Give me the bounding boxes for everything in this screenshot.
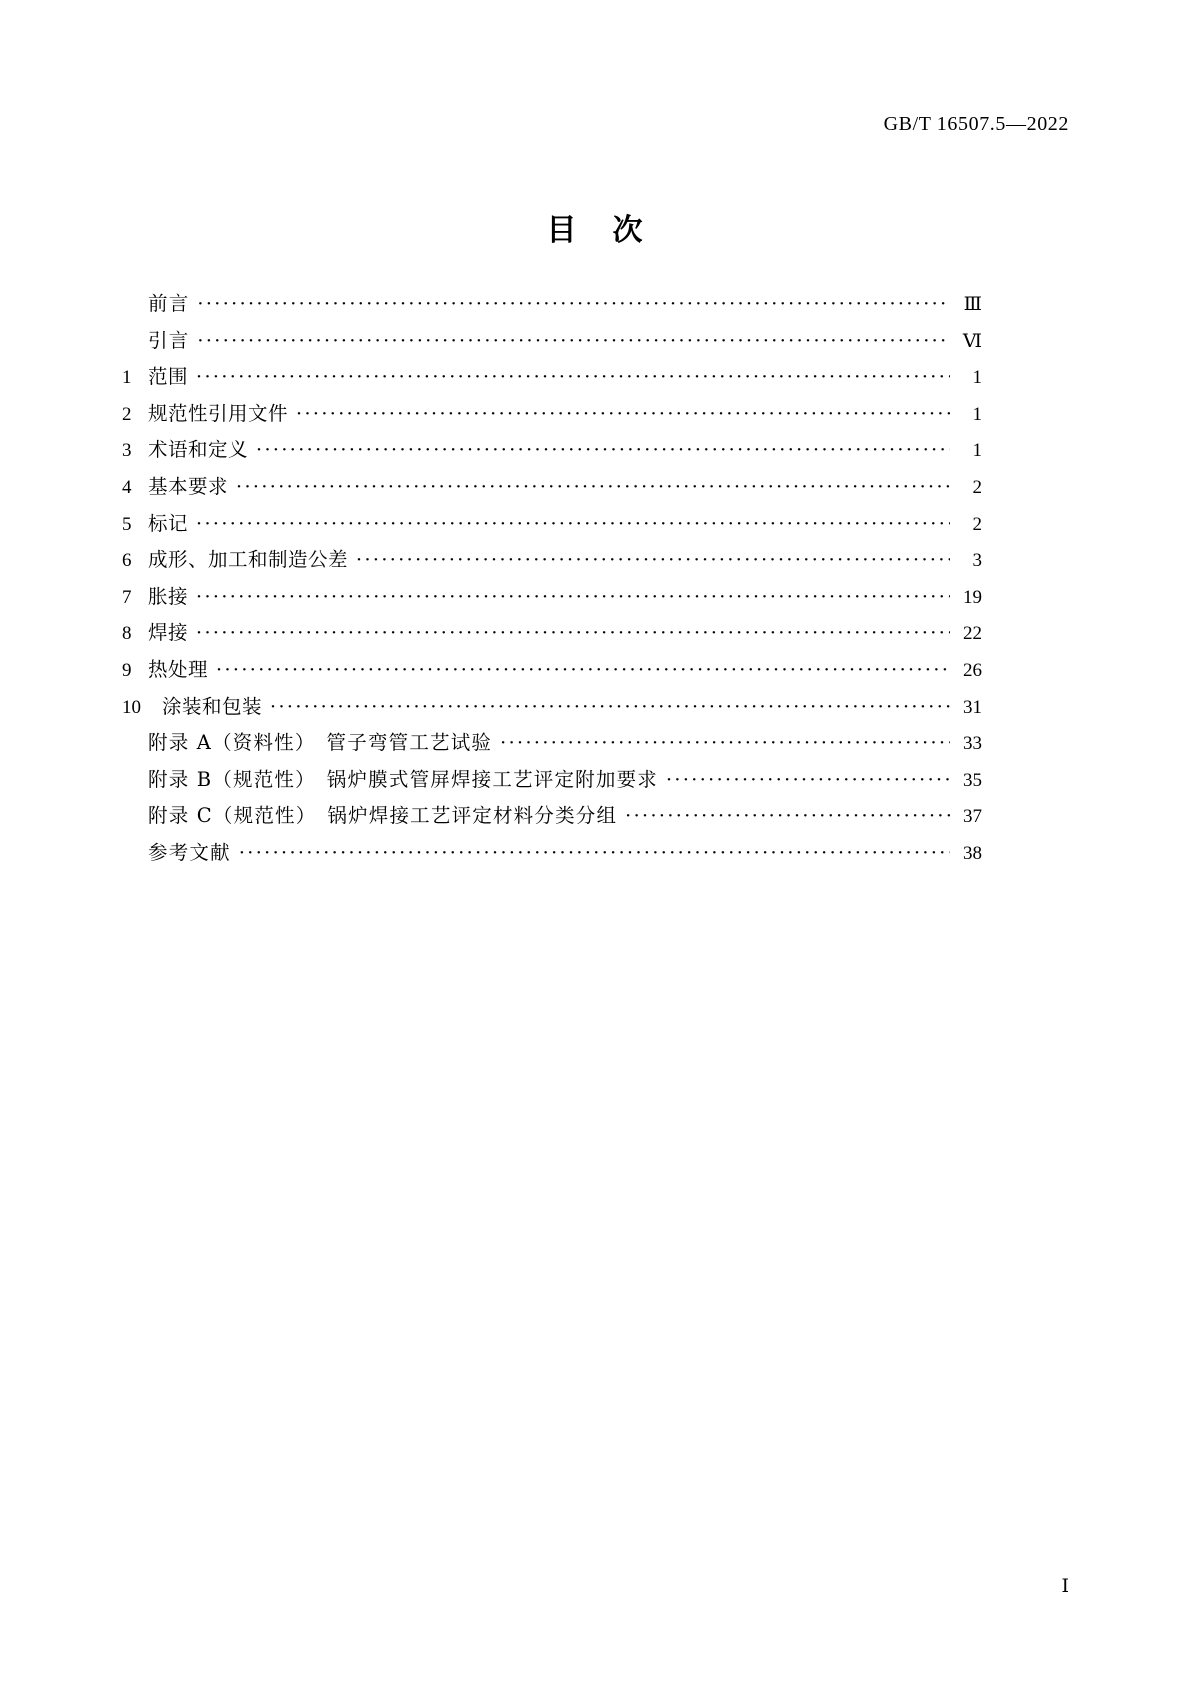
toc-entry[interactable] <box>122 840 982 880</box>
toc-leader-dots <box>666 771 950 790</box>
toc-entry-label: 附录 C（规范性） 锅炉焊接工艺评定材料分类分组 <box>148 804 618 828</box>
toc-leader-dots <box>256 441 950 460</box>
toc-entry-page-number: 2 <box>972 476 982 498</box>
toc-entry-number: 6 <box>122 550 132 572</box>
toc-leader-dots <box>239 844 950 863</box>
toc-entry[interactable] <box>122 584 982 624</box>
toc-entry[interactable] <box>122 294 982 331</box>
toc-entry[interactable] <box>122 401 982 441</box>
table-of-contents <box>122 294 982 880</box>
toc-entry-page-number: Ⅵ <box>962 330 982 352</box>
toc-entry-number: 9 <box>122 659 132 681</box>
toc-entry-label: 标记 <box>148 511 189 535</box>
toc-entry-label: 焊接 <box>148 621 189 645</box>
toc-entry-label: 附录 A（资料性） 管子弯管工艺试验 <box>148 731 493 755</box>
toc-entry-page-number: 1 <box>972 403 982 425</box>
toc-leader-dots <box>196 624 950 643</box>
toc-entry-number: 5 <box>122 513 132 535</box>
toc-entry-label: 涂装和包装 <box>162 694 263 718</box>
toc-entry-label: 成形、加工和制造公差 <box>148 548 349 572</box>
toc-entry-page-number: 1 <box>972 367 982 389</box>
toc-entry-page-number: 26 <box>963 659 982 681</box>
toc-entry-page-number: 33 <box>963 733 982 755</box>
toc-leader-dots <box>196 515 950 534</box>
toc-entry[interactable] <box>122 550 982 587</box>
toc-entry-page-number: 1 <box>972 440 982 462</box>
toc-entry-label: 引言 <box>148 328 190 352</box>
toc-entry-number: 2 <box>122 403 132 425</box>
toc-entry[interactable] <box>122 511 982 551</box>
toc-leader-dots <box>270 698 950 717</box>
toc-entry-label: 前言 <box>148 292 190 315</box>
toc-entry-page-number: 2 <box>972 513 982 535</box>
toc-entry[interactable] <box>122 328 982 368</box>
toc-entry-page-number: 22 <box>963 623 982 645</box>
toc-entry-label: 附录 B（规范性） 锅炉膜式管屏焊接工艺评定附加要求 <box>148 767 658 791</box>
toc-entry-label: 参考文献 <box>148 840 231 864</box>
toc-entry-number: 1 <box>122 367 132 389</box>
toc-leader-dots <box>236 478 950 497</box>
toc-entry-page-number: 35 <box>963 769 982 791</box>
toc-entry-page-number: 19 <box>963 586 982 608</box>
toc-entry[interactable] <box>122 733 982 770</box>
page-title <box>0 205 1191 249</box>
toc-entry-number: 4 <box>122 476 132 498</box>
toc-entry-page-number: 38 <box>963 842 982 864</box>
page-title-char-1: 目 <box>546 213 579 248</box>
toc-entry-page-number: Ⅲ <box>963 294 982 315</box>
toc-entry[interactable] <box>122 694 982 734</box>
toc-entry-label: 范围 <box>148 365 189 389</box>
toc-leader-dots <box>625 807 950 826</box>
page-header-standard-number: GB/T 16507.5—2022 <box>883 113 1069 135</box>
toc-entry[interactable] <box>122 440 982 477</box>
toc-entry-page-number: 31 <box>963 696 982 718</box>
toc-entry-page-number: 37 <box>963 806 982 828</box>
toc-entry[interactable] <box>122 767 982 807</box>
toc-leader-dots <box>356 551 950 570</box>
footer-page-number: Ⅰ <box>1061 1576 1069 1597</box>
toc-leader-dots <box>500 734 950 753</box>
toc-entry[interactable] <box>122 657 982 697</box>
toc-entry-number: 7 <box>122 586 132 608</box>
toc-entry[interactable] <box>122 806 982 843</box>
toc-leader-dots <box>216 661 950 680</box>
toc-entry-number: 10 <box>122 696 141 718</box>
toc-entry-number: 3 <box>122 440 132 462</box>
toc-entry-label: 胀接 <box>148 584 189 608</box>
toc-entry-label: 基本要求 <box>148 474 229 498</box>
toc-entry[interactable] <box>122 367 982 404</box>
toc-entry-label: 规范性引用文件 <box>148 401 289 425</box>
toc-entry-label: 热处理 <box>148 657 209 681</box>
toc-entry[interactable] <box>122 623 982 660</box>
page-title-char-2: 次 <box>612 213 645 248</box>
toc-entry[interactable] <box>122 474 982 514</box>
toc-leader-dots <box>196 588 950 607</box>
toc-entry-number: 8 <box>122 623 132 645</box>
toc-entry-page-number: 3 <box>972 550 982 572</box>
toc-leader-dots <box>197 332 950 351</box>
toc-entry-label: 术语和定义 <box>148 438 249 462</box>
toc-leader-dots <box>197 295 950 314</box>
toc-leader-dots <box>196 368 950 387</box>
toc-leader-dots <box>296 405 950 424</box>
